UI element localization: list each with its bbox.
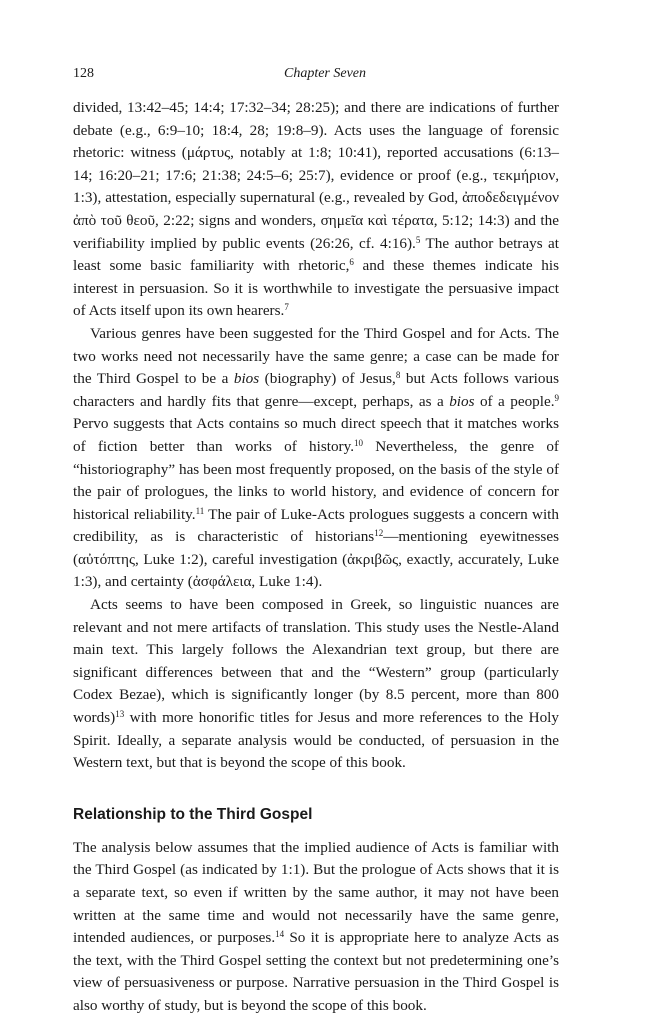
running-head: Chapter Seven [283, 66, 367, 81]
text-run: —mentioning eyewitnesses (αὐτόπτης, Luke 1:2), careful investigation (ἀκριβῶς, exactly, accurately, Luke 1:3), and certainty (ἀσφάλεια, Luke 1:4). [73, 528, 559, 591]
paragraph-1 [73, 97, 559, 323]
footnote-ref-14[interactable]: 14 [275, 929, 285, 940]
paragraph-4 [73, 837, 559, 1018]
text-run: and these themes indicate his interest in persuasion. So it is worthwhile to investigate the persuasive impact of Acts itself upon its own hearers. [73, 257, 560, 320]
footnote-ref-8[interactable]: 8 [395, 370, 401, 381]
footnote-ref-6[interactable]: 6 [349, 257, 354, 268]
paragraph-3 [73, 594, 559, 775]
footnote-ref-9[interactable]: 9 [554, 392, 560, 403]
footnote-ref-12[interactable]: 12 [374, 528, 384, 539]
footnote-ref-11[interactable]: 11 [195, 505, 205, 516]
text-run: Nevertheless, the genre of “historiography” has been most frequently proposed, on the basis of the style of the pair of prologues, the links to world history, and evidence of concern for historical reliability. [73, 437, 559, 523]
text-run: of a people. [474, 392, 555, 410]
text-run: but Acts follows various characters and hardly fits that genre—except, perhaps, as a [73, 370, 559, 410]
text-run: divided, 13:42–45; 14:4; 17:32–34; 28:25); and there are indications of further debate (e.g., 6:9–10; 18:4, 28; 19:8–9). Acts uses the language of forensic rhetoric: witness (μάρτυς, notably at 1:8; 10:41), reported accusations (6:13–14; 16:20–21; 17:6; 21:38; 24:5–6; 25:7), evidence or proof (e.g., τεκμήριον, 1:3), attestation, especially supernatural (e.g., revealed by God, ἀποδεδειγμένον ἀπὸ τοῦ θεοῦ, 2:22; signs and wonders, σημεῖα καὶ τέρατα, 5:12; 14:3) and the verifiability implied by public events (26:26, cf. 4:16). [73, 99, 559, 252]
italic-term: bios [449, 392, 475, 410]
page-header [73, 66, 577, 86]
body-text [73, 97, 559, 1018]
text-run: with more honorific titles for Jesus and more references to the Holy Spirit. Ideally, a separate analysis would be conducted, of persuasion in the Western text, but that is beyond the scope of this book. [73, 709, 559, 772]
footnote-ref-7[interactable]: 7 [284, 302, 289, 313]
text-run: Various genres have been suggested for the Third Gospel and for Acts. The two works need not necessarily have the same genre; a case can be made for the Third Gospel to be a [73, 324, 559, 388]
text-run: Pervo suggests that Acts contains so much direct speech that it matches works of fiction better than works of history. [73, 415, 559, 455]
footnote-ref-10[interactable]: 10 [354, 437, 364, 448]
paragraph-2 [73, 323, 559, 594]
text-run: Acts seems to have been composed in Greek, so linguistic nuances are relevant and not mere artifacts of translation. This study uses the Nestle-Aland main text. This largely follows the Alexandrian text group, but there are significant differences between that and the “Western” group (particularly Codex Bezae), which is significantly longer (by 8.5 percent, more than 800 words) [73, 596, 559, 727]
section-heading: Relationship to the Third Gospel [73, 805, 313, 823]
text-run: (biography) of Jesus, [259, 370, 396, 388]
text-run: The pair of Luke-Acts prologues suggests a concern with credibility, as is characteristic of historians [73, 505, 559, 546]
text-run: So it is appropriate here to analyze Acts as the text, with the Third Gospel setting the context but not predetermining one’s view of persuasiveness or purpose. Narrative persuasion in the Third Gospel is also worthy of study, but is beyond the scope of this book. [73, 929, 559, 1014]
text-run: The analysis below assumes that the implied audience of Acts is familiar with the Third Gospel (as indicated by 1:1). But the prologue of Acts shows that it is a separate text, so even if written by the same author, it may not have been written at the same time and would not necessarily have the same genre, intended audiences, or purposes. [73, 838, 559, 947]
text-run: The author betrays at least some basic familiarity with rhetoric, [73, 234, 559, 275]
footnote-ref-13[interactable]: 13 [115, 709, 125, 720]
page-number: 128 [73, 66, 94, 81]
footnote-ref-5[interactable]: 5 [415, 234, 421, 245]
italic-term: bios [233, 370, 260, 388]
